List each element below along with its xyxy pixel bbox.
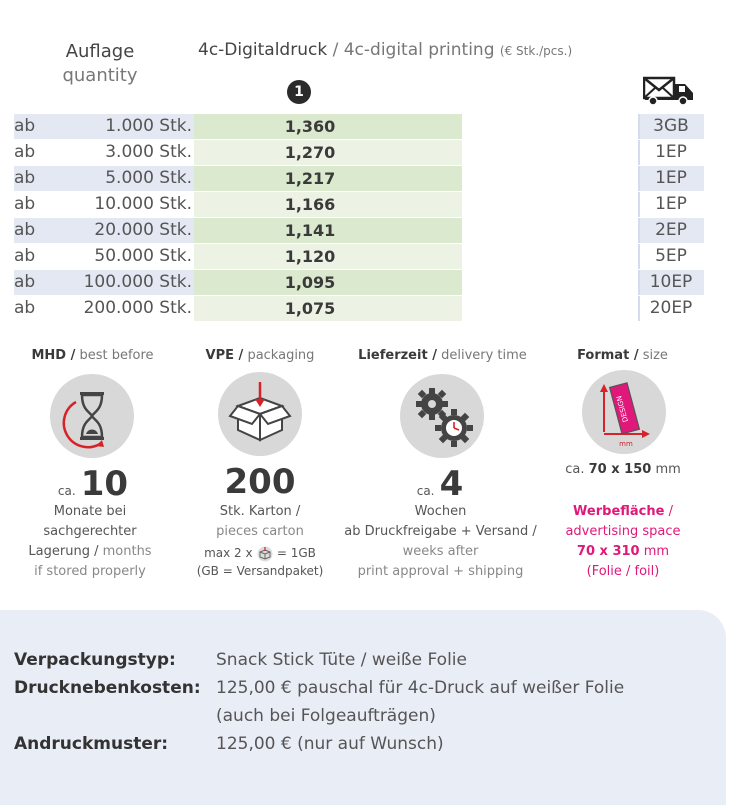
format-stick-icon — [582, 370, 666, 454]
row-shipping: 1EP — [655, 168, 687, 188]
vpe-line2-en: pieces carton — [216, 524, 304, 539]
row-prefix: ab — [14, 116, 36, 136]
format-size-unit: mm — [655, 462, 681, 477]
print-costs-note: (auch bei Folgeaufträgen) — [216, 706, 436, 726]
price-row — [14, 296, 704, 321]
delivery-line2: ab Druckfreigabe + Versand / — [344, 524, 537, 539]
mhd-line4-en: if stored properly — [34, 564, 146, 579]
delivery-line4-en: print approval + shipping — [357, 564, 524, 579]
row-quantity: 200.000 Stk. — [83, 298, 192, 318]
mhd-title — [20, 348, 165, 363]
mhd-title-de: MHD / — [31, 348, 76, 363]
delivery-value: 4 — [439, 464, 464, 504]
print-header-sep: / — [327, 40, 344, 60]
vpe-title-en: packaging — [247, 348, 315, 363]
row-price: 1,120 — [284, 247, 336, 266]
print-header-de: 4c-Digitaldruck — [198, 40, 328, 60]
format-adv-value: 70 x 310 — [576, 544, 640, 559]
format-adv-unit: mm — [643, 544, 670, 559]
format-adv-foil: (Folie / foil) — [586, 564, 660, 579]
price-row — [14, 270, 704, 295]
box-icon — [218, 372, 302, 456]
row-quantity: 100.000 Stk. — [83, 272, 192, 292]
format-adv-sep: / — [664, 504, 673, 519]
row-quantity: 3.000 Stk. — [105, 142, 192, 162]
hourglass-icon — [50, 374, 134, 458]
row-quantity: 5.000 Stk. — [105, 168, 192, 188]
price-row — [14, 166, 704, 191]
gears-clock-icon — [400, 374, 484, 458]
mhd-caption — [10, 502, 170, 582]
mini-box-icon — [257, 546, 273, 562]
price-row — [14, 244, 704, 269]
row-prefix: ab — [14, 220, 36, 240]
row-shipping: 3GB — [653, 116, 689, 136]
packaging-type-label: Verpackungstyp: — [14, 650, 176, 670]
format-title — [560, 348, 685, 363]
delivery-caption — [333, 502, 548, 582]
row-price: 1,360 — [284, 117, 336, 136]
delivery-line3-en: weeks after — [402, 544, 479, 559]
row-shipping: 5EP — [655, 246, 687, 266]
vpe-value-line — [200, 464, 320, 500]
quantity-header-de: Auflage — [65, 41, 135, 62]
print-header-en: 4c-digital printing — [343, 40, 495, 60]
mhd-value: 10 — [80, 464, 129, 504]
print-header-unit: (€ Stk./pcs.) — [499, 44, 573, 58]
row-quantity: 10.000 Stk. — [94, 194, 192, 214]
row-prefix: ab — [14, 298, 36, 318]
format-size-ca: ca. — [565, 462, 585, 477]
row-quantity: 50.000 Stk. — [94, 246, 192, 266]
format-icon-mm: mm — [619, 440, 633, 448]
vpe-line1: Stk. Karton / — [219, 504, 301, 519]
row-price: 1,270 — [284, 143, 336, 162]
row-quantity: 20.000 Stk. — [94, 220, 192, 240]
format-advertising — [548, 502, 698, 582]
mhd-line2: sachgerechter — [43, 524, 137, 539]
delivery-line1: Wochen — [414, 504, 467, 519]
print-costs-label: Drucknebenkosten: — [14, 678, 201, 698]
vpe-caption — [180, 502, 340, 579]
delivery-value-line — [385, 466, 495, 502]
shipping-truck-icon — [643, 74, 695, 106]
row-prefix: ab — [14, 272, 36, 292]
column-number-badge: 1 — [287, 80, 311, 104]
delivery-title-en: delivery time — [441, 348, 527, 363]
price-row — [14, 140, 704, 165]
row-price: 1,095 — [284, 273, 336, 292]
row-price: 1,075 — [284, 299, 336, 318]
row-price: 1,217 — [284, 169, 336, 188]
mhd-ca: ca. — [57, 484, 76, 498]
format-size-value: 70 x 150 — [588, 462, 652, 477]
row-shipping: 20EP — [649, 298, 693, 318]
vpe-title-de: VPE / — [205, 348, 244, 363]
delivery-title-de: Lieferzeit / — [358, 348, 437, 363]
row-shipping: 10EP — [649, 272, 693, 292]
mhd-line3-de: Lagerung / — [28, 544, 99, 559]
quantity-header — [60, 40, 140, 88]
row-prefix: ab — [14, 246, 36, 266]
row-shipping: 1EP — [655, 142, 687, 162]
proof-sample-value: 125,00 € (nur auf Wunsch) — [216, 734, 444, 754]
row-prefix: ab — [14, 168, 36, 188]
price-row — [14, 192, 704, 217]
delivery-ca: ca. — [416, 484, 435, 498]
mhd-line1: Monate bei — [53, 504, 127, 519]
format-title-en: size — [642, 348, 668, 363]
row-price: 1,166 — [284, 195, 336, 214]
price-row — [14, 114, 704, 139]
proof-sample-label: Andruckmuster: — [14, 734, 169, 754]
mhd-line3-en: months — [102, 544, 152, 559]
delivery-title — [350, 348, 535, 363]
format-size-line — [553, 462, 693, 477]
quantity-header-en: quantity — [62, 65, 138, 86]
vpe-line4: (GB = Versandpaket) — [196, 564, 324, 578]
vpe-value: 200 — [224, 462, 296, 502]
format-icon-text: DESIGN — [615, 394, 630, 423]
packaging-type-value: Snack Stick Tüte / weiße Folie — [216, 650, 467, 670]
mhd-title-en: best before — [79, 348, 154, 363]
vpe-line3-b: = 1GB — [276, 546, 316, 560]
mhd-value-line — [38, 466, 148, 502]
row-quantity: 1.000 Stk. — [105, 116, 192, 136]
print-header — [198, 40, 572, 60]
print-costs-value: 125,00 € pauschal für 4c-Druck auf weißer Folie — [216, 678, 625, 698]
vpe-line3-a: max 2 x — [204, 546, 253, 560]
row-prefix: ab — [14, 194, 36, 214]
format-adv-de: Werbefläche — [573, 504, 665, 519]
price-row — [14, 218, 704, 243]
row-prefix: ab — [14, 142, 36, 162]
format-title-de: Format / — [577, 348, 639, 363]
format-adv-en: advertising space — [565, 524, 681, 539]
row-shipping: 2EP — [655, 220, 687, 240]
row-price: 1,141 — [284, 221, 336, 240]
row-shipping: 1EP — [655, 194, 687, 214]
vpe-title — [190, 348, 330, 363]
